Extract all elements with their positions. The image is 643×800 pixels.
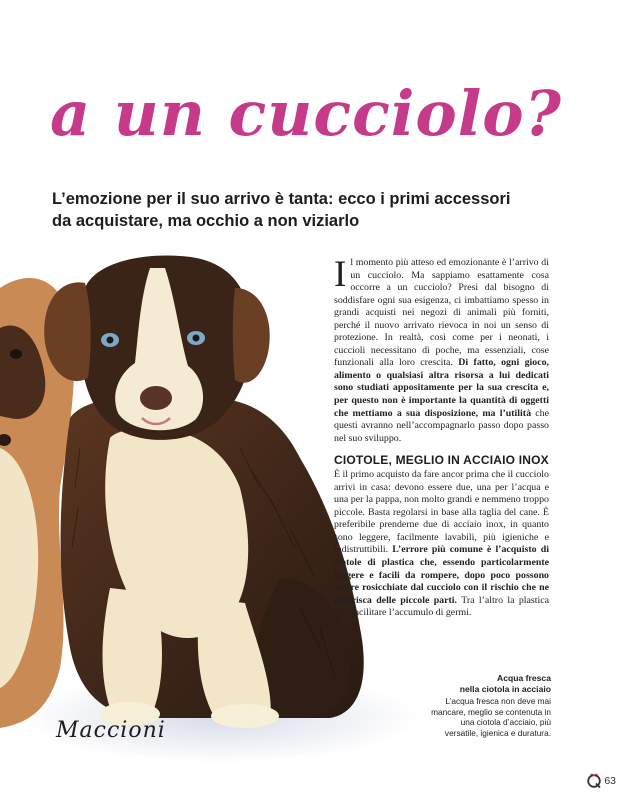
puppy-ear-right [233,288,270,383]
q-magazine-logo-icon [586,773,602,789]
puppy-paw-right [211,704,279,728]
article-body [334,254,550,620]
subheadline-line-1: L’emozione per il suo arrivo è tanta: ecco i primi accessori [52,190,511,208]
intro-bold-text: Di fatto, ogni gioco, alimento o qualsiasi altra risorsa a lui dedicati sono studiati appositamente per la sua crescita e, per questo non è importante la quantità di oggetti che mettiamo a sua disposizione, ma l’utilità [334,357,549,419]
section-text: È il primo acquisto da fare ancor prima che il cucciolo arrivi in casa: devono essere due, una per l’acqua e una per la pappa, non molto grandi e nemmeno troppo piccole. Basta regolarsi in base alla taglia del cane. È preferibile prenderne due di acciaio inox, in quanto sono leggere, facilmente lavabili, più igieniche e indistruttibili. [334,469,549,556]
caption-body: L’acqua fresca non deve mai mancare, meglio se contenuta in una ciotola d’acciaio, più versatile, igienica e duratura. [431,696,551,738]
puppy-pupil-left [107,337,114,344]
article-intro-paragraph [334,254,549,445]
section-end-text: Tra l’altro la plastica può facilitare l’accumulo di germi. [334,594,549,619]
photo-caption [431,673,551,738]
intro-end-text: che questi avranno nell’accompagnarlo passo dopo passo nel suo sviluppo. [334,407,549,444]
intro-text: l momento più atteso ed emozionante è l’arrivo di un cucciolo. Ma sappiamo esattamente cosa occorre a un cucciolo? Presi dal bisogno di soddisfare ogni sua esigenza, ci imbattiamo spesso in grandi acquisti nei negozi di animali più forniti, perché il nuovo arrivato rievoca in noi un senso di protezione. In realtà, così come per i neonati, i cuccioli necessitano di poche, ma essenziali, cose funzionali alla loro crescita. [334,257,549,369]
caption-title-line-1: Acqua fresca [497,673,551,683]
headline: a un cucciolo? [50,77,562,150]
section-heading: CIOTOLE, MEGLIO IN ACCIAIO INOX [334,453,549,468]
subheadline [52,188,522,232]
drop-cap: I [334,254,347,295]
page-footer [586,773,616,789]
puppy-front-leg-left [103,588,162,718]
artist-signature: Maccioni [56,718,166,743]
left-puppy-eye [10,349,22,359]
section-bold-text: L’errore più comune è l’acquisto di ciotole di plastica che, essendo particolarmente leggere e facili da rompere, dopo poco possono essere rosicchiate dal cucciolo con il rischio che ne ingerisca delle piccole parti. [334,544,550,606]
caption-title-line-2: nella ciotola in acciaio [459,684,551,694]
puppy-nose [140,386,172,410]
subheadline-line-2: da acquistare, ma occhio a non viziarlo [52,212,360,230]
page-number: 63 [604,775,616,787]
puppy-pupil-right [193,335,200,342]
section-paragraph [334,469,549,620]
